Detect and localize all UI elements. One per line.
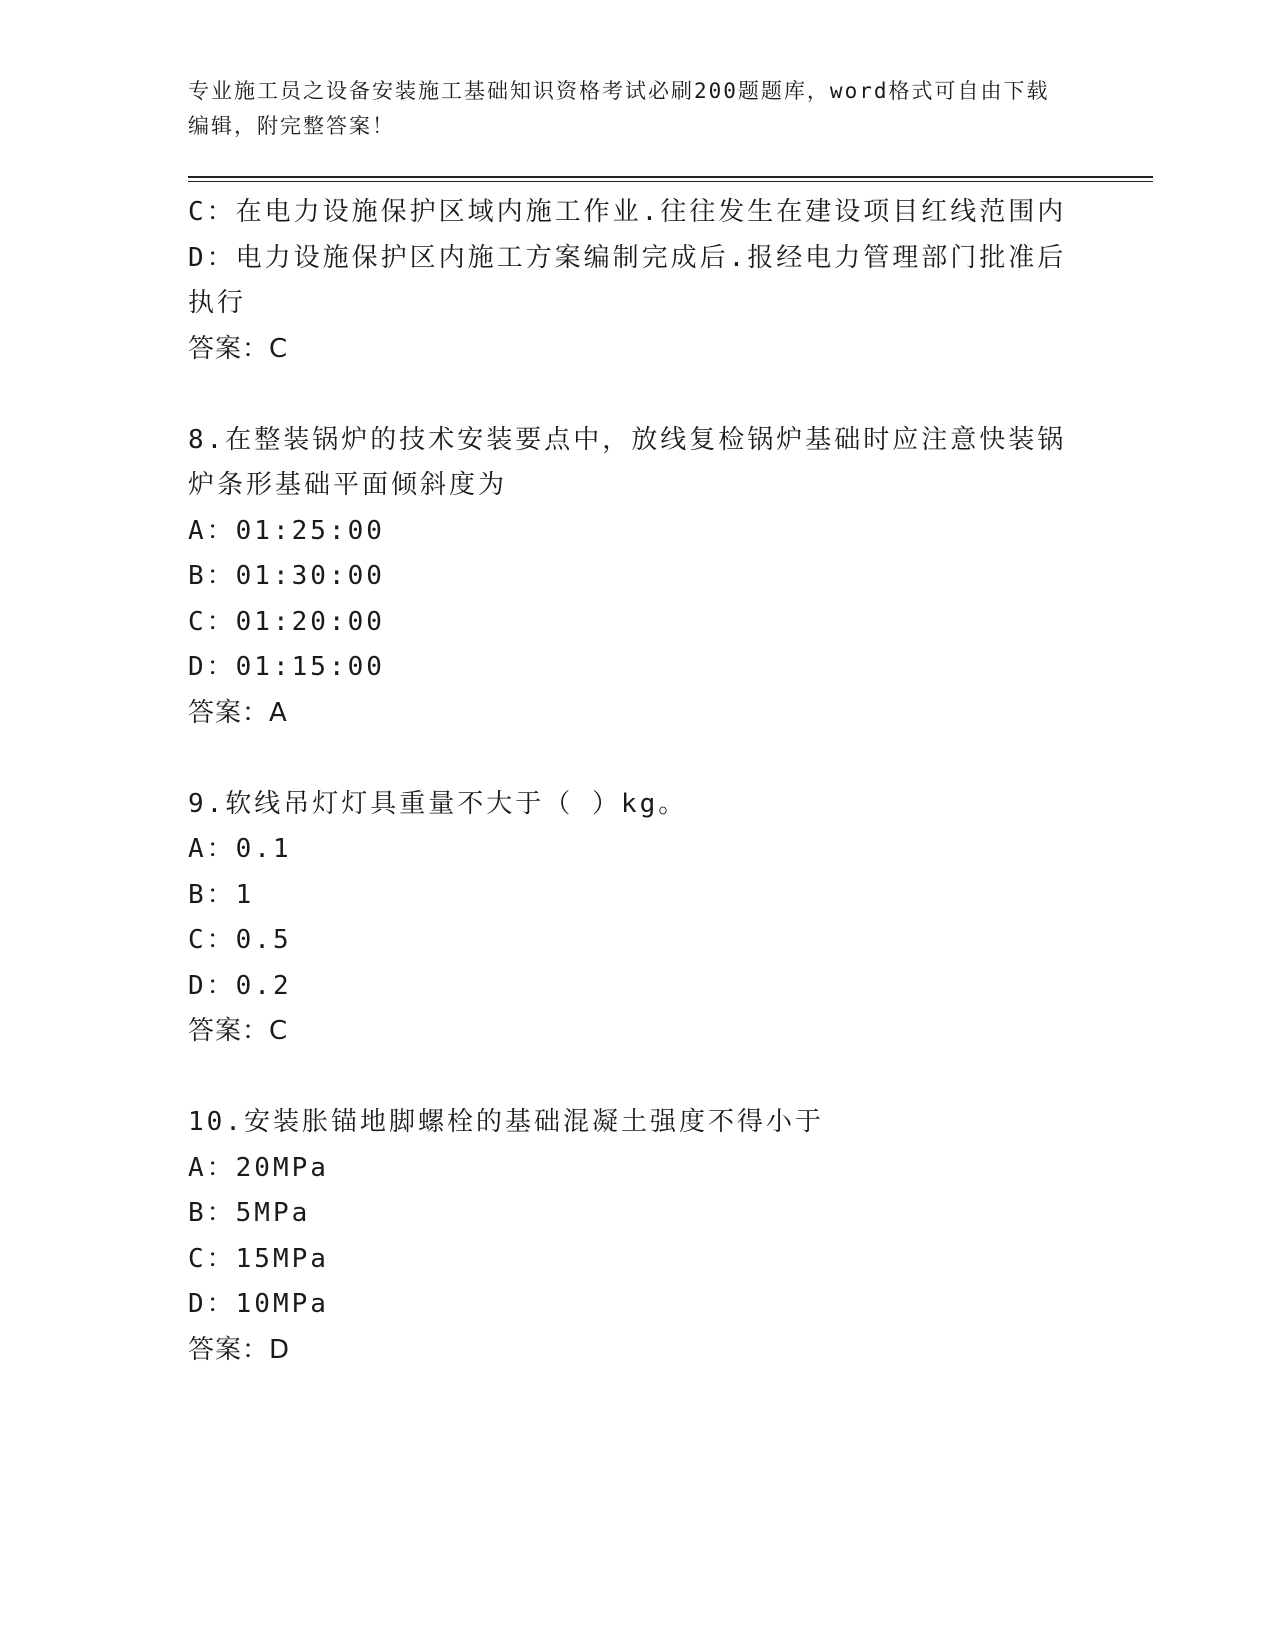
spacer [188,1055,1068,1101]
spacer [188,736,1068,782]
option-b: B：1 [188,879,255,910]
option-a: A：0.1 [188,834,292,864]
question-stem: 10.安装胀锚地脚螺栓的基础混凝土强度不得小于 [188,1107,824,1137]
header-divider-thin [188,181,1153,182]
spacer [188,372,1068,418]
option-d: D：电力设施保护区内施工方案编制完成后.报经电力管理部门批准后执行 [188,242,1067,318]
answer-line: 答案：C [188,333,289,364]
option-c: C：在电力设施保护区域内施工作业.往往发生在建设项目红线范围内 [188,197,1067,227]
option-d: D：0.2 [188,970,292,1001]
option-d: D：10MPa [188,1289,329,1319]
question-content [188,190,1068,1373]
document-header: 专业施工员之设备安装施工基础知识资格考试必刷200题题库，word格式可自由下载编辑，附完整答案！ [188,79,1050,138]
option-c: C：15MPa [188,1243,329,1274]
answer-line: 答案：A [188,697,288,728]
question-stem: 9.软线吊灯灯具重量不大于（ ）kg。 [188,788,688,819]
answer-line: 答案：D [188,1334,291,1365]
option-b: B：5MPa [188,1198,311,1228]
answer-line: 答案：C [188,1016,289,1046]
header-divider-thick [188,176,1153,178]
option-c: C：01:20:00 [188,606,385,637]
option-a: A：01:25:00 [188,515,385,546]
question-stem: 8.在整装锅炉的技术安装要点中，放线复检锅炉基础时应注意快装锅炉条形基础平面倾斜度为 [188,424,1067,500]
option-a: A：20MPa [188,1152,329,1183]
option-c: C：0.5 [188,925,292,955]
option-b: B：01:30:00 [188,561,385,591]
option-d: D：01:15:00 [188,652,385,682]
